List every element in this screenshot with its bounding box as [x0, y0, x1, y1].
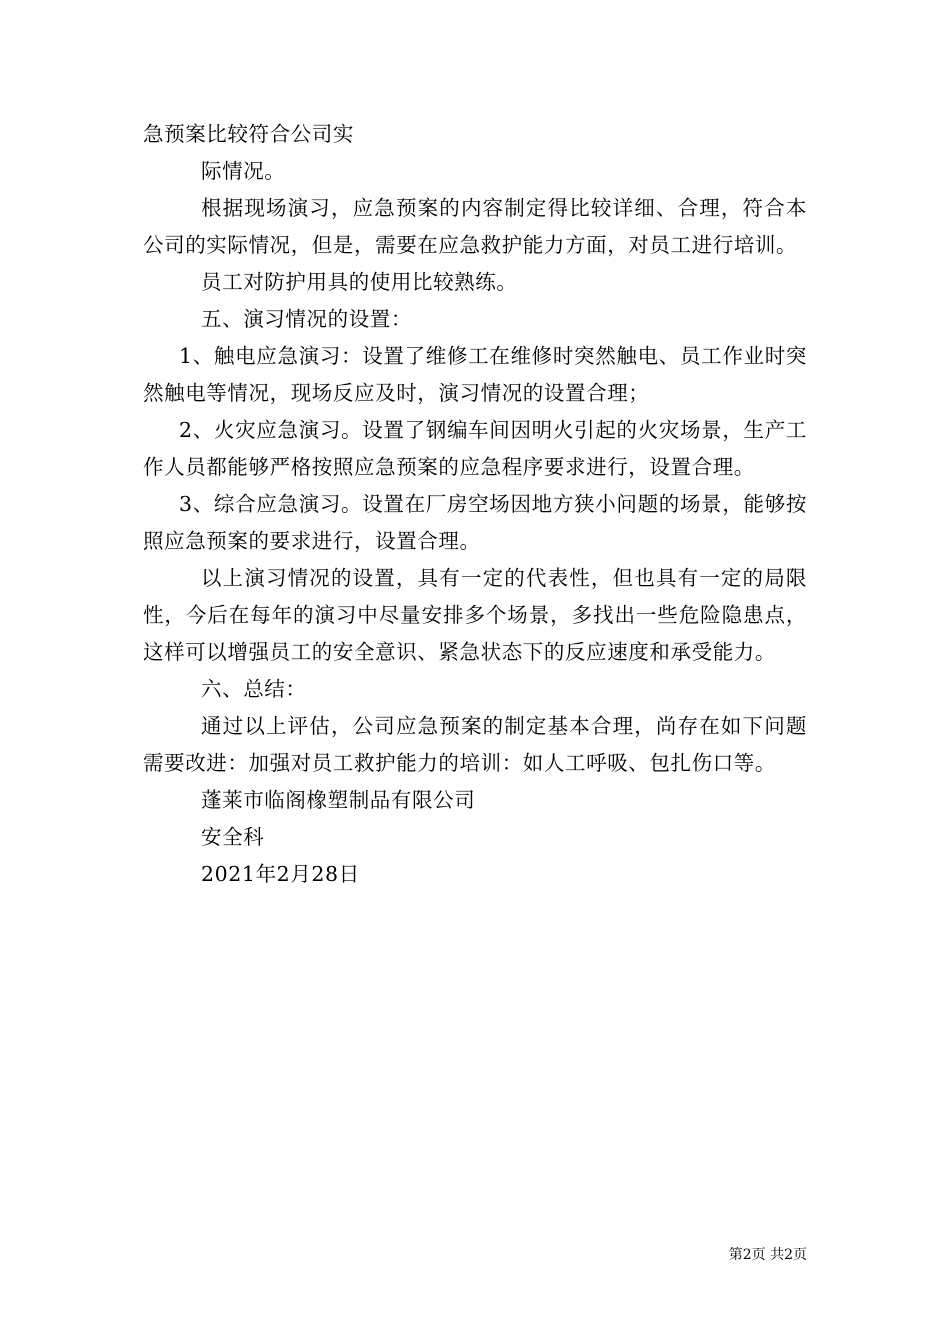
signature-department: 安全科 — [201, 825, 265, 849]
paragraph-continuation-end: 际情况。 — [201, 159, 286, 183]
signature-block — [143, 782, 807, 893]
list-item-fire-drill: 2、火灾应急演习。设置了钢编车间因明火引起的火灾场景，生产工作人员都能够严格按照应急预案的应急程序要求进行，设置合理。 — [143, 418, 807, 479]
paragraph-conclusion: 通过以上评估，公司应急预案的制定基本合理，尚存在如下问题需要改进：加强对员工救护能力的培训：如人工呼吸、包扎伤口等。 — [143, 714, 807, 775]
paragraph-drill-summary: 以上演习情况的设置，具有一定的代表性，但也具有一定的局限性，今后在每年的演习中尽量安排多个场景，多找出一些危险隐患点，这样可以增强员工的安全意识、紧急状态下的反应速度和承受能力。 — [143, 566, 807, 664]
list-item-comprehensive-drill: 3、综合应急演习。设置在厂房空场因地方狭小问题的场景，能够按照应急预案的要求进行，设置合理。 — [143, 492, 807, 553]
section-heading-conclusion: 六、总结： — [201, 677, 307, 701]
paragraph-protective-equipment: 员工对防护用具的使用比较熟练。 — [201, 270, 518, 294]
list-item-electric-shock-drill: 1、触电应急演习：设置了维修工在维修时突然触电、员工作业时突然触电等情况，现场反应及时，演习情况的设置合理； — [143, 344, 807, 405]
paragraph-continuation: 急预案比较符合公司实 — [143, 122, 354, 146]
document-body — [143, 116, 807, 893]
section-heading-drill-settings: 五、演习情况的设置： — [201, 307, 412, 331]
paragraph-drill-assessment: 根据现场演习，应急预案的内容制定得比较详细、合理，符合本公司的实际情况，但是，需要在应急救护能力方面，对员工进行培训。 — [143, 196, 807, 257]
signature-date: 2021年2月28日 — [201, 862, 360, 886]
page-number: 第2页 共2页 — [728, 1247, 807, 1263]
signature-company: 蓬莱市临阁橡塑制品有限公司 — [201, 788, 476, 812]
